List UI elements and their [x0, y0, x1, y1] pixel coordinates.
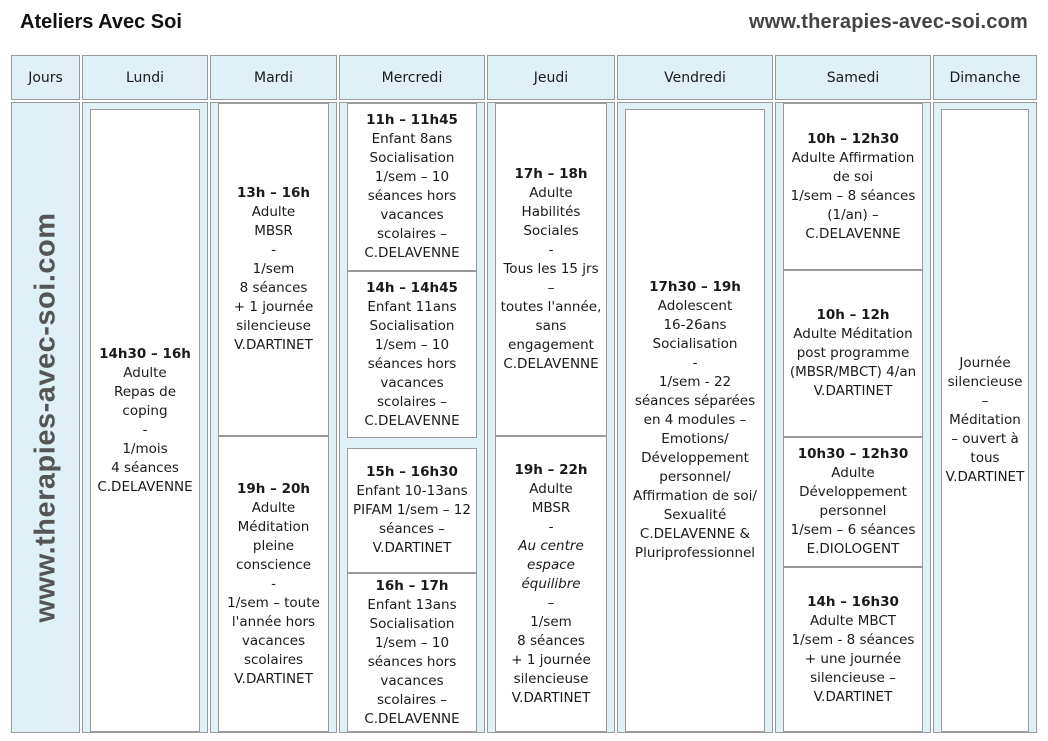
session-card[interactable]: [347, 573, 477, 732]
session-line: Enfant 13ans: [367, 596, 457, 613]
session-line: équilibre: [521, 575, 581, 592]
session-line: vacances: [241, 632, 306, 649]
session-time: 10h – 12h30: [807, 130, 899, 147]
session-line: personnel/: [659, 469, 731, 485]
session-line: séances hors: [367, 188, 457, 204]
session-time: 11h – 11h45: [366, 112, 458, 128]
session-line: Socialisation: [652, 336, 738, 352]
session-card[interactable]: [495, 103, 607, 436]
session-line: Adulte Méditation: [793, 326, 913, 342]
session-line: vacances: [380, 207, 444, 223]
side-website-text: www.therapies-avec-soi.com: [29, 212, 62, 623]
session-line: coping: [122, 402, 168, 419]
session-line: Affirmation de soi/: [633, 488, 757, 504]
session-time: 14h – 14h45: [366, 279, 458, 296]
session-line: 1/sem – 6 séances: [790, 522, 916, 538]
session-line: Adulte MBCT: [809, 612, 897, 629]
session-line: E.DIOLOGENT: [806, 541, 900, 557]
column-mardi: [210, 102, 337, 733]
session-line: l'année hors: [231, 613, 316, 630]
session-time: 19h – 22h: [514, 461, 588, 478]
session-line: 4 séances: [111, 459, 179, 476]
session-line: –: [981, 393, 989, 409]
session-line: C.DELAVENNE: [364, 412, 460, 429]
session-line: Journée: [959, 355, 1011, 371]
session-time: 15h – 16h30: [366, 464, 458, 480]
session-line: V.DARTINET: [813, 383, 893, 399]
session-line: PIFAM 1/sem – 12: [353, 502, 471, 518]
session-line: Sociales: [523, 223, 579, 239]
session-line: Adulte: [251, 499, 296, 516]
session-line: 1/sem – 10: [374, 169, 450, 185]
session-line: C.DELAVENNE: [364, 245, 460, 261]
session-card[interactable]: [625, 109, 765, 732]
session-line: Repas de: [113, 383, 177, 400]
session-line: C.DELAVENNE: [97, 478, 193, 495]
session-line: 1/sem - 8 séances: [791, 631, 915, 648]
session-line: Adolescent: [657, 298, 733, 314]
session-time: 10h – 12h: [816, 307, 890, 323]
session-line: tous: [970, 450, 1000, 466]
session-line: silencieuse: [236, 318, 311, 334]
session-line: 1/mois: [122, 440, 168, 457]
session-line: personnel: [819, 503, 887, 519]
session-line: (MBSR/MBCT) 4/an: [789, 364, 917, 380]
session-line: 8 séances: [239, 280, 308, 296]
session-line: scolaires –: [376, 226, 448, 242]
column-vendredi: [617, 102, 773, 733]
session-line: vacances: [380, 672, 444, 689]
header-samedi: Samedi: [775, 55, 931, 100]
session-line: Adulte: [123, 364, 167, 381]
session-line: scolaires: [243, 651, 304, 668]
session-line: Emotions/: [661, 431, 729, 447]
session-line: -: [548, 518, 554, 535]
session-line: –: [547, 594, 555, 611]
column-jours: [11, 102, 80, 733]
session-line: Pluriprofessionnel: [634, 545, 756, 561]
column-samedi: [775, 102, 931, 733]
session-line: sans: [535, 318, 567, 334]
session-line: C.DELAVENNE &: [639, 526, 751, 542]
header-jeudi: Jeudi: [487, 55, 615, 100]
session-line: C.DELAVENNE: [805, 225, 901, 242]
session-line: scolaires –: [376, 691, 448, 708]
session-line: scolaires –: [376, 393, 448, 410]
session-line: silencieuse: [947, 374, 1023, 390]
session-line: séances hors: [367, 355, 457, 372]
schedule-table: [11, 55, 1037, 733]
session-line: Enfant 11ans: [367, 298, 457, 315]
header-mercredi: Mercredi: [339, 55, 485, 100]
session-line: -: [692, 355, 698, 371]
session-line: engagement: [508, 337, 594, 353]
session-line: Adulte: [529, 185, 573, 201]
session-line: toutes l'année,: [500, 299, 602, 315]
session-line: 1/sem: [530, 613, 572, 630]
session-card[interactable]: [783, 437, 923, 567]
session-line: 1/sem - 22: [658, 374, 732, 390]
column-jeudi: [487, 102, 615, 733]
session-card[interactable]: [347, 103, 477, 271]
session-line: Sexualité: [663, 507, 727, 523]
session-card[interactable]: [495, 436, 607, 732]
session-line: Habilités: [521, 204, 581, 220]
session-line: silencieuse –: [810, 669, 896, 686]
session-card[interactable]: [783, 103, 923, 270]
session-line: séances hors: [367, 653, 457, 670]
session-line: 1/sem – 8 séances: [790, 187, 916, 204]
session-card[interactable]: [90, 109, 200, 732]
session-time: 17h30 – 19h: [649, 279, 741, 295]
session-line: – ouvert à: [951, 431, 1019, 447]
session-line: C.DELAVENNE: [364, 710, 460, 727]
session-line: espace: [527, 556, 575, 573]
session-line: Tous les 15 jrs –: [503, 261, 599, 296]
session-line: en 4 modules –: [643, 412, 747, 428]
session-line: -: [548, 242, 554, 258]
column-lundi: [82, 102, 208, 733]
session-line: Adulte: [831, 465, 875, 481]
session-line: Socialisation: [369, 615, 455, 632]
session-line: Adulte: [251, 204, 296, 220]
session-line: séances séparées: [634, 393, 756, 409]
header-mardi: Mardi: [210, 55, 337, 100]
session-line: de soi: [832, 168, 874, 185]
session-time: 14h – 16h30: [807, 593, 899, 610]
session-line: Développement: [799, 484, 907, 500]
header-lundi: Lundi: [82, 55, 208, 100]
session-time: 19h – 20h: [237, 480, 310, 497]
session-line: 1/sem – 10: [374, 336, 450, 353]
column-dimanche: [933, 102, 1037, 733]
session-line: 1/sem – 10: [374, 634, 450, 651]
session-line: + 1 journée: [233, 299, 314, 315]
session-line: Socialisation: [369, 317, 455, 334]
session-time: 13h – 16h: [237, 185, 310, 201]
session-card[interactable]: [347, 448, 477, 573]
session-time: 10h30 – 12h30: [797, 446, 909, 462]
session-line: Enfant 8ans: [371, 131, 453, 147]
session-line: 8 séances: [517, 632, 585, 649]
session-line: -: [271, 575, 276, 592]
session-line: V.DARTINET: [234, 670, 313, 687]
session-line: 1/sem – toute: [227, 594, 320, 611]
session-line: Développement: [641, 450, 749, 466]
session-line: -: [271, 242, 276, 258]
website-link[interactable]: www.therapies-avec-soi.com: [749, 11, 1028, 33]
session-line: + 1 journée: [511, 651, 591, 668]
session-line: C.DELAVENNE: [503, 356, 599, 372]
session-line: V.DARTINET: [511, 689, 591, 706]
session-line: Adulte Affirmation: [791, 149, 915, 166]
session-line: 1/sem: [252, 261, 295, 277]
session-time: 14h30 – 16h: [99, 345, 191, 362]
session-card[interactable]: [218, 436, 329, 732]
session-line: pleine: [252, 537, 295, 554]
session-time: 16h – 17h: [375, 577, 449, 594]
header-dimanche: Dimanche: [933, 55, 1037, 100]
session-card[interactable]: [941, 109, 1029, 732]
header-jours: Jours: [11, 55, 80, 100]
session-line: V.DARTINET: [945, 469, 1025, 485]
session-time: 17h – 18h: [514, 166, 588, 182]
session-line: Enfant 10-13ans: [356, 483, 468, 499]
session-line: Adulte: [529, 480, 573, 497]
page-title: Ateliers Avec Soi: [20, 11, 182, 33]
session-line: Socialisation: [369, 150, 455, 166]
session-line: post programme: [796, 345, 910, 361]
session-line: MBSR: [531, 499, 571, 516]
session-line: + une journée: [804, 650, 902, 667]
session-card[interactable]: [347, 271, 477, 438]
session-line: Méditation: [949, 412, 1021, 428]
session-card[interactable]: [783, 567, 923, 732]
session-line: Au centre: [518, 537, 584, 554]
session-line: séances –: [379, 521, 445, 537]
session-line: V.DARTINET: [234, 337, 313, 353]
session-line: 16-26ans: [663, 317, 727, 333]
session-line: vacances: [380, 374, 444, 391]
session-line: Méditation: [237, 518, 310, 535]
session-line: silencieuse: [513, 670, 589, 687]
header-vendredi: Vendredi: [617, 55, 773, 100]
session-line: (1/an) –: [827, 206, 879, 223]
session-line: V.DARTINET: [813, 688, 893, 705]
session-line: V.DARTINET: [372, 540, 452, 556]
column-mercredi: [339, 102, 485, 733]
session-line: -: [142, 421, 148, 438]
session-line: MBSR: [254, 223, 293, 239]
session-line: conscience: [235, 556, 312, 573]
session-card[interactable]: [783, 270, 923, 437]
session-card[interactable]: [218, 103, 329, 436]
